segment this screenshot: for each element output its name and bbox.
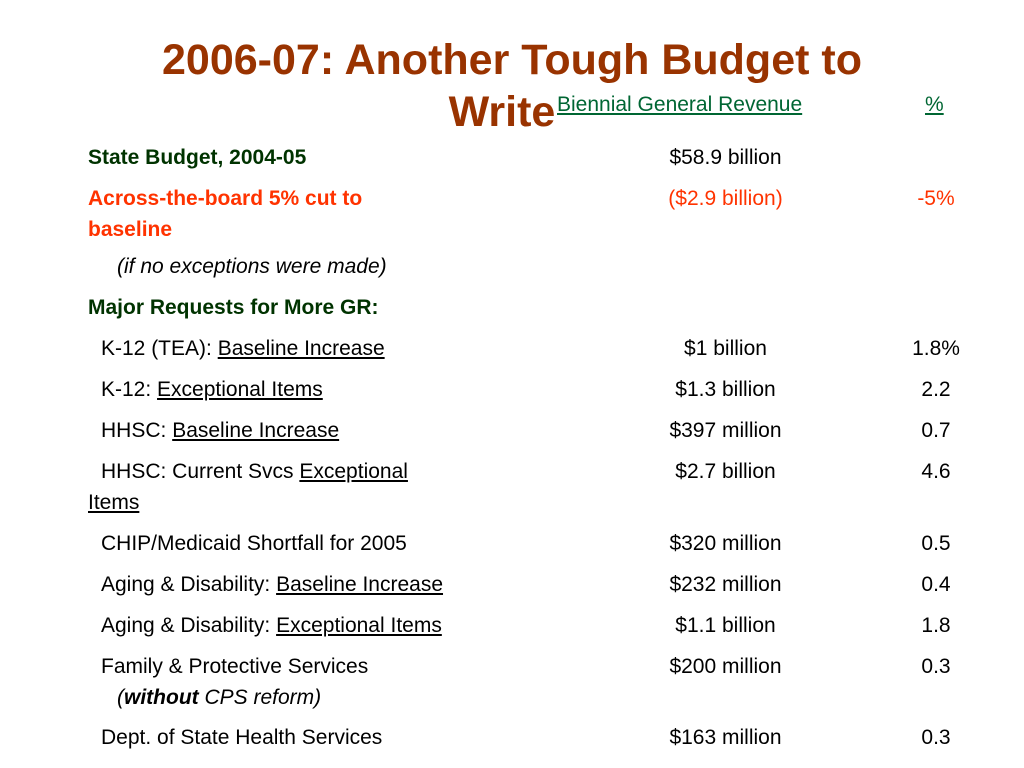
row-label: CHIP/Medicaid Shortfall for 2005 xyxy=(101,532,407,555)
row-prefix: HHSC: xyxy=(101,419,173,442)
title-line-1: 2006-07: Another Tough Budget to xyxy=(162,36,862,84)
row-prefix: Aging & Disability: xyxy=(101,614,277,637)
row-amount: $232 million xyxy=(669,573,782,596)
row-prefix: K-12 (TEA): xyxy=(101,337,218,360)
row-label xyxy=(88,456,608,518)
row-amount: $163 million xyxy=(669,726,782,749)
row-amount: $1.3 billion xyxy=(675,378,776,401)
row-prefix: HHSC: Current Svcs xyxy=(101,460,300,483)
row-percent: 0.3 xyxy=(921,726,951,749)
row-label: Major Requests for More GR: xyxy=(88,296,379,319)
row-percent: -5% xyxy=(917,187,955,210)
note-open: ( xyxy=(117,686,124,709)
row-prefix: K-12: xyxy=(101,378,158,401)
note-bold: without xyxy=(124,686,199,709)
row-amount: ($2.9 billion) xyxy=(668,187,783,210)
row-link: Exceptional Items xyxy=(157,378,323,401)
row-link-continued: Items xyxy=(88,491,140,514)
row-label xyxy=(88,569,621,600)
row-label-line-1: Across-the-board 5% cut to xyxy=(88,187,363,210)
row-percent: 0.3 xyxy=(921,655,951,678)
row-label xyxy=(88,415,621,446)
column-header-revenue: Biennial General Revenue xyxy=(557,93,803,116)
row-label: Dept. of State Health Services xyxy=(101,726,383,749)
row-link: Exceptional Items xyxy=(276,614,442,637)
row-label xyxy=(88,333,621,364)
title-line-2: Write xyxy=(448,88,556,136)
row-label-text: Family & Protective Services xyxy=(101,655,369,678)
row-note xyxy=(101,686,321,709)
row-percent: 4.6 xyxy=(921,460,951,483)
row-amount: $58.9 billion xyxy=(669,146,782,169)
page-title xyxy=(0,34,1024,138)
row-link: Baseline Increase xyxy=(276,573,444,596)
row-label: State Budget, 2004-05 xyxy=(88,146,307,169)
row-amount: $397 million xyxy=(669,419,782,442)
row-link: Baseline Increase xyxy=(217,337,385,360)
row-percent: 0.7 xyxy=(921,419,951,442)
row-label xyxy=(88,183,608,245)
row-link: Baseline Increase xyxy=(172,419,340,442)
row-amount: $2.7 billion xyxy=(675,460,776,483)
row-percent: 0.4 xyxy=(921,573,951,596)
row-percent: 1.8 xyxy=(921,614,951,637)
row-percent: 1.8% xyxy=(912,337,960,360)
note-rest: CPS reform) xyxy=(198,686,322,709)
row-note: (if no exceptions were made) xyxy=(117,255,387,278)
row-label xyxy=(88,374,621,405)
column-header-percent: % xyxy=(925,93,944,116)
row-prefix: Aging & Disability: xyxy=(101,573,277,596)
row-label xyxy=(88,610,621,641)
row-percent: 0.5 xyxy=(921,532,951,555)
row-label-line-2: baseline xyxy=(88,218,173,241)
row-link: Exceptional xyxy=(299,460,408,483)
row-amount: $1.1 billion xyxy=(675,614,776,637)
row-amount: $320 million xyxy=(669,532,782,555)
row-amount: $1 billion xyxy=(684,337,767,360)
row-percent: 2.2 xyxy=(921,378,951,401)
row-amount: $200 million xyxy=(669,655,782,678)
row-label xyxy=(88,651,621,713)
